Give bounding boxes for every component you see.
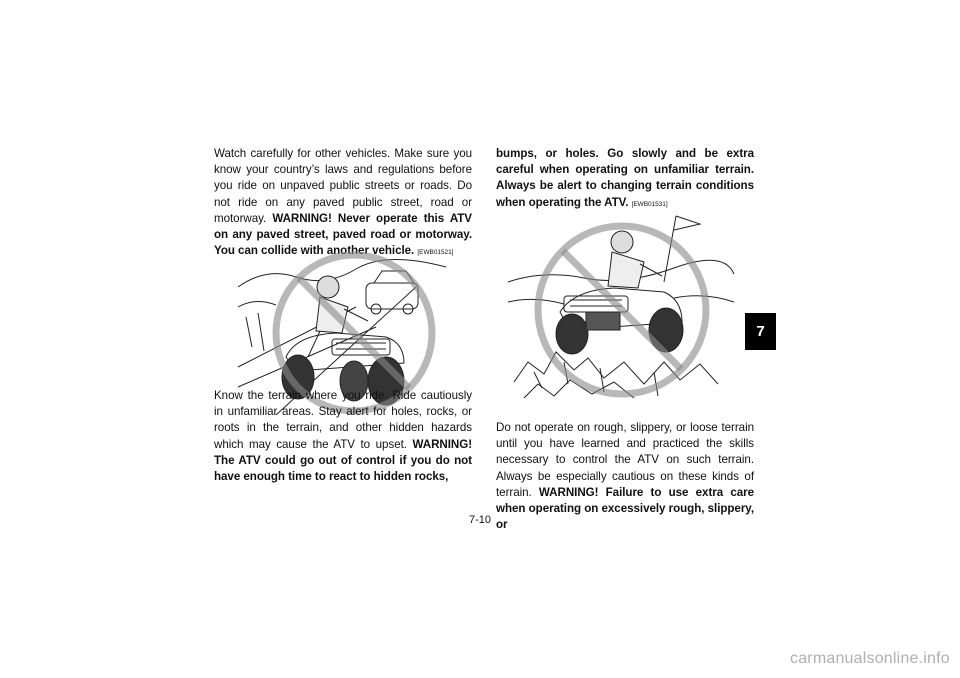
rough-terrain-warning: WARNING! Failure to use extra care when operating on excessively rough, slippery, or: [496, 485, 755, 532]
page-number: 7-10: [468, 514, 492, 526]
chapter-tab: 7: [745, 313, 776, 350]
terrain-paragraph: [214, 388, 472, 485]
hidden-hazards-warning: bumps, or holes. Go slowly and be extra careful when operating on unfamiliar terrain. Always be alert to changing terrain conditions when operating the ATV.: [496, 147, 754, 209]
watermark: carmanualsonline.info: [790, 650, 950, 667]
right-column-top: [496, 146, 754, 213]
left-column-top: [214, 146, 472, 261]
paved-road-warning: WARNING! Never operate this ATV on any paved street, paved road or motorway. You can collide with another vehicle.: [214, 211, 472, 258]
terrain-text: Know the terrain where you ride. Ride cautiously in unfamiliar areas. Stay alert for holes, rocks, or roots in the terrain, and other hidden hazards which may cause the ATV to upset.: [214, 389, 472, 451]
warning-code: [EWB01531]: [631, 200, 668, 208]
paved-road-text: Watch carefully for other vehicles. Make sure you know your country’s laws and regulations before you ride on unpaved public streets or roads. Do not ride on any paved public street, road or motorway.: [214, 147, 472, 225]
left-column-bottom: [214, 388, 472, 485]
paved-road-paragraph: [214, 146, 472, 261]
rough-terrain-text: Do not operate on rough, slippery, or loose terrain until you have learned and practiced the skills necessary to control the ATV on such terrain. Always be especially cautious on these kinds of terrain.: [496, 421, 754, 499]
hidden-hazards-paragraph: [496, 146, 754, 213]
warning-code: [EWB01521]: [417, 249, 454, 257]
atv-on-rough-terrain-illustration: [504, 212, 736, 408]
terrain-warning: WARNING! The ATV could go out of control if you do not have enough time to react to hidden rocks,: [214, 437, 473, 484]
